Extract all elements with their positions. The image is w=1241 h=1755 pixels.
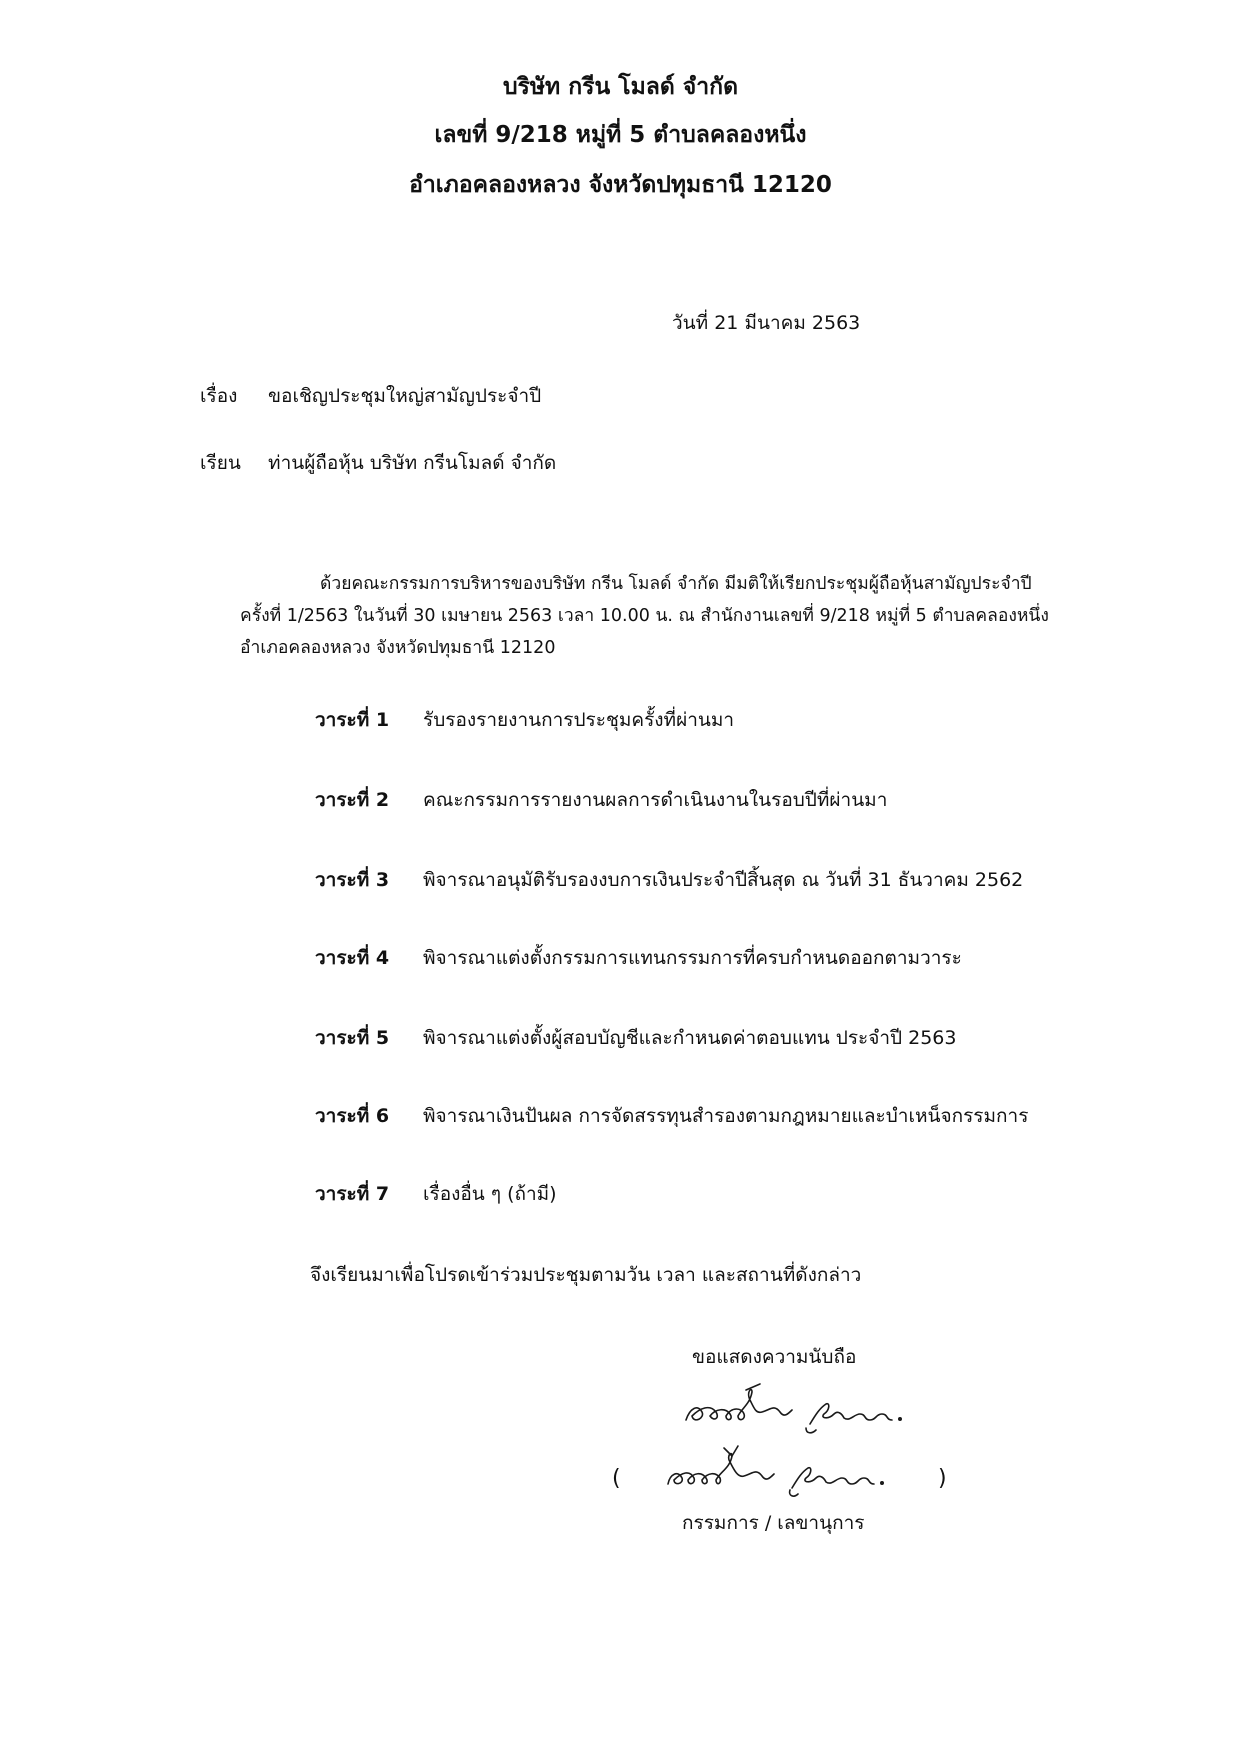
agenda-label: วาระที่ 2 [315,789,390,811]
body-line-3: อำเภอคลองหลวง จังหวัดปทุมธานี 12120 [240,638,556,658]
body-line-2: ครั้งที่ 1/2563 ในวันที่ 30 เมษายน 2563 เวลา 10.00 น. ณ สำนักงานเลขที่ 9/218 หมู่ที่ 5 ตำบลคลองหนึ่ง [240,606,1049,626]
agenda-text: รับรองรายงานการประชุมครั้งที่ผ่านมา [423,709,735,731]
subject-text: ขอเชิญประชุมใหญ่สามัญประจำปี [268,385,542,407]
agenda-label: วาระที่ 5 [315,1027,390,1049]
recipient-label: เรียน [200,452,241,474]
subject-label: เรื่อง [200,385,238,407]
company-address-line2: อำเภอคลองหลวง จังหวัดปทุมธานี 12120 [409,172,832,198]
agenda-text: พิจารณาเงินปันผล การจัดสรรทุนสำรองตามกฎหมายและบำเหน็จกรรมการ [423,1105,1029,1127]
agenda-item [315,1102,1028,1130]
signature-scribble-icon [680,1378,920,1436]
body-paragraph [240,568,1180,664]
recipient-text: ท่านผู้ถือหุ้น บริษัท กรีนโมลด์ จำกัด [268,452,557,474]
agenda-item [315,866,1023,894]
agenda-text: เรื่องอื่น ๆ (ถ้ามี) [423,1183,557,1205]
agenda-item [315,1024,956,1052]
agenda-item [315,706,734,734]
agenda-text: พิจารณาแต่งตั้งผู้สอบบัญชีและกำหนดค่าตอบแทน ประจำปี 2563 [423,1027,957,1049]
company-address-line1: เลขที่ 9/218 หมู่ที่ 5 ตำบลคลองหนึ่ง [434,122,807,148]
recipient-line [200,450,556,476]
open-parenthesis: ( [612,1466,621,1491]
agenda-item [315,1180,557,1208]
closing-sentence: จึงเรียนมาเพื่อโปรดเข้าร่วมประชุมตามวัน เวลา และสถานที่ดังกล่าว [310,1264,862,1286]
agenda-item [315,786,887,814]
agenda-label: วาระที่ 6 [315,1105,390,1127]
signature-name-scribble-icon [660,1438,900,1498]
agenda-label: วาระที่ 3 [315,869,390,891]
close-parenthesis: ) [938,1466,947,1491]
agenda-item [315,944,962,972]
letter-date: วันที่ 21 มีนาคม 2563 [672,312,861,334]
signatory-position: กรรมการ / เลขานุการ [682,1512,865,1534]
agenda-label: วาระที่ 4 [315,947,390,969]
agenda-text: พิจารณาแต่งตั้งกรรมการแทนกรรมการที่ครบกำหนดออกตามวาระ [423,947,962,969]
subject-line [200,383,541,409]
agenda-text: พิจารณาอนุมัติรับรองงบการเงินประจำปีสิ้นสุด ณ วันที่ 31 ธันวาคม 2562 [423,869,1024,891]
regards-text: ขอแสดงความนับถือ [692,1346,857,1368]
agenda-label: วาระที่ 1 [315,709,390,731]
body-line-1: ด้วยคณะกรรมการบริหารของบริษัท กรีน โมลด์ จำกัด มีมติให้เรียกประชุมผู้ถือหุ้นสามัญประจำปี [320,574,1032,594]
company-name: บริษัท กรีน โมลด์ จำกัด [502,74,739,100]
agenda-text: คณะกรรมการรายงานผลการดำเนินงานในรอบปีที่ผ่านมา [423,789,888,811]
agenda-label: วาระที่ 7 [315,1183,390,1205]
